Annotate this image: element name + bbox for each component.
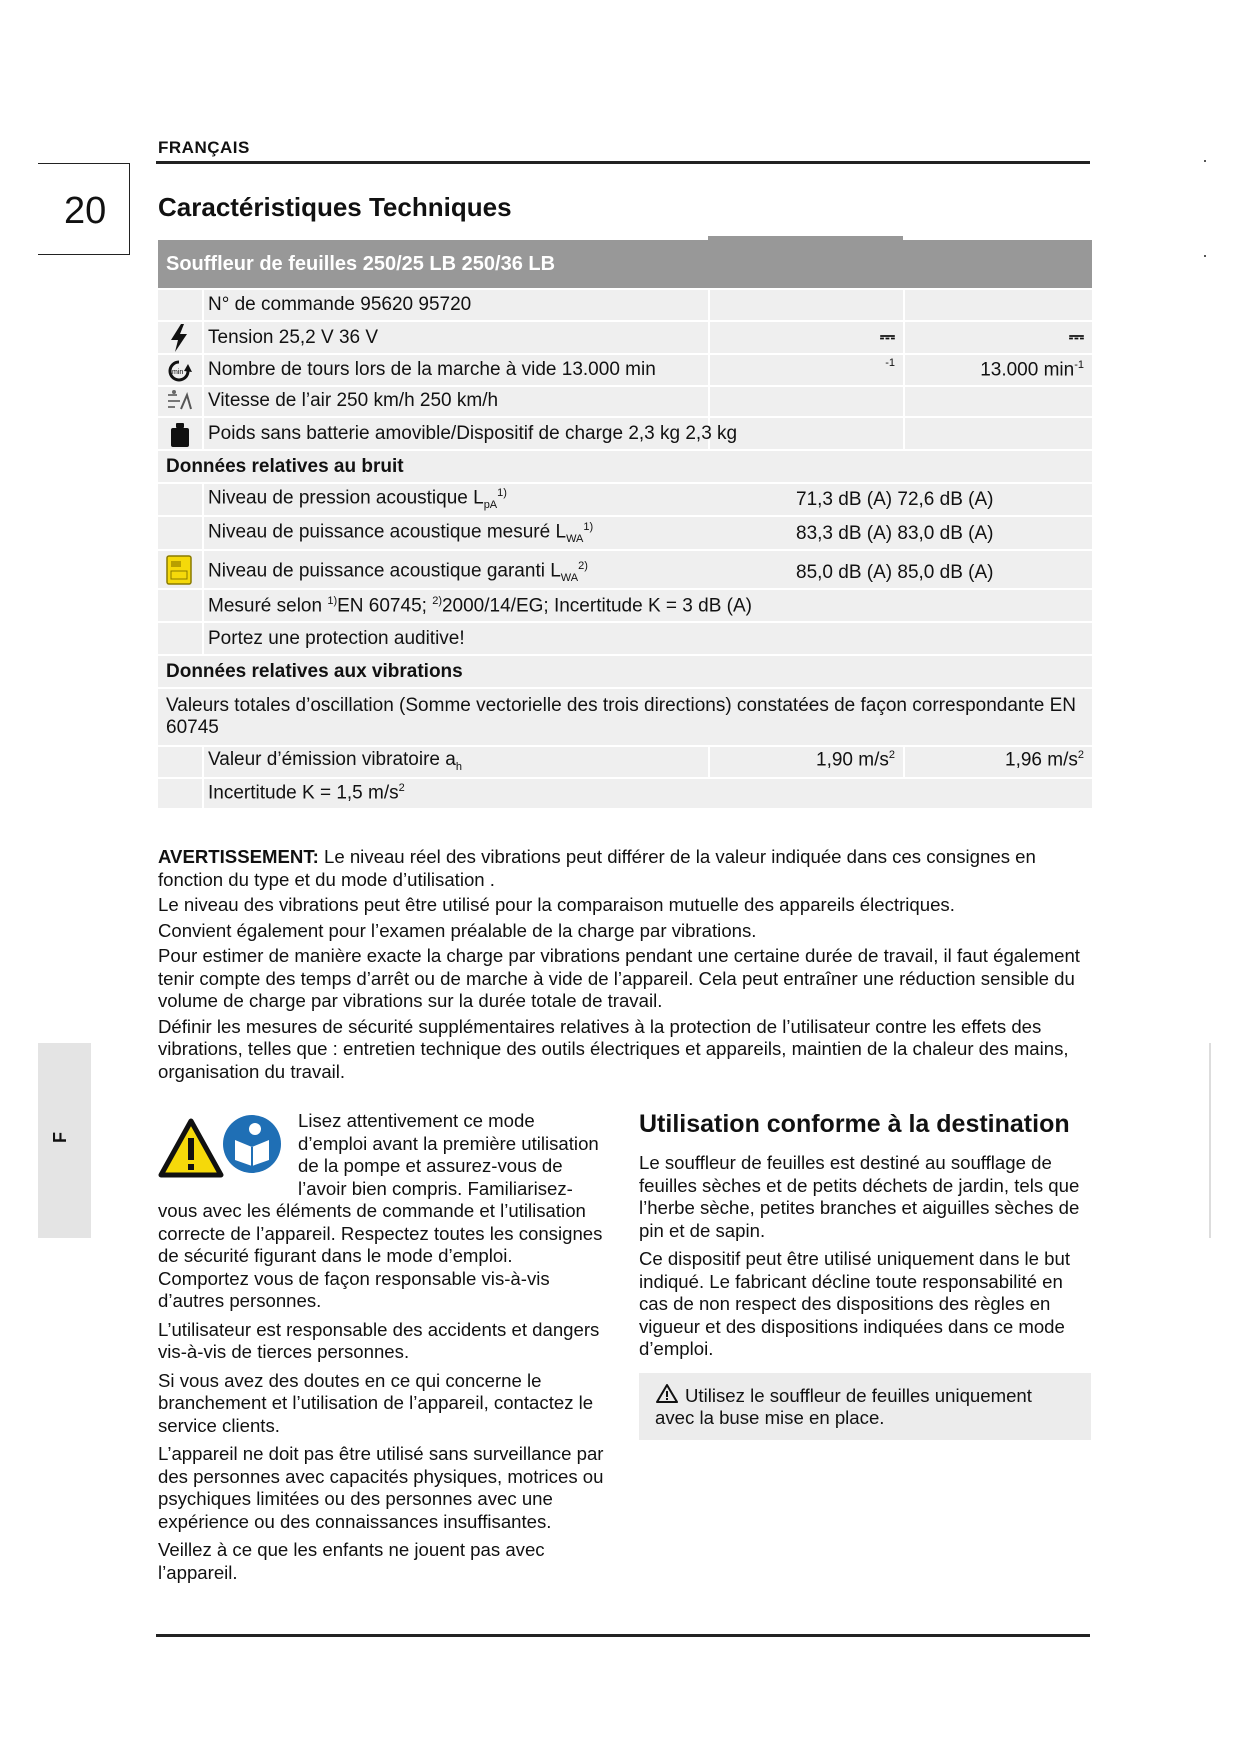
- table-row: Niveau de puissance acoustique mesuré $L_{WA}^{1)}$ 83,3 dB (A) 83,0 dB (A): [158, 515, 1092, 549]
- lightning-icon: [168, 324, 190, 352]
- idle-speed: Nombre de tours lors de la marche à vide 13.000 min: [208, 359, 656, 380]
- supervision-text: L’appareil ne doit pas être utilisé sans surveillance par des personnes avec capacités physiques, motrices ou psychiques limitées ou des personnes avec une expérience ou des connaissances insuffisantes.: [158, 1443, 604, 1532]
- weight: Poids sans batterie amovible/Dispositif de charge 2,3 kg 2,3 kg: [208, 423, 738, 444]
- dc-symbol: ⎓: [1068, 327, 1084, 348]
- table-row: Niveau de puissance acoustique garanti $L_{WA}^{2)}$ 85,0 dB (A) 85,0 dB (A): [158, 549, 1092, 588]
- weight-icon: [170, 423, 190, 447]
- intended-use-heading: Utilisation conforme à la destination: [639, 1110, 1070, 1138]
- sound-power-measured-label: Niveau de puissance acoustique mesuré L: [208, 521, 567, 543]
- header-divider: [156, 161, 1090, 164]
- warning-paragraph: Pour estimer de manière exacte la charge par vibrations pendant une certaine durée de travail, il faut également tenir compte des temps d’arrêt ou de marche à vide de l’appareil. Cela peut entraîner une réduction sensible du volume de charge par vibrations sur la durée totale de travail.: [158, 945, 1080, 1011]
- warning-triangle-icon: [158, 1118, 224, 1178]
- warning-paragraph: Le niveau des vibrations peut être utilisé pour la comparaison mutuelle des appareils électriques.: [158, 894, 955, 915]
- warning-label: AVERTISSEMENT:: [158, 846, 319, 867]
- liability-text: Ce dispositif peut être utilisé uniquement dans le but indiqué. Le fabricant décline toute responsabilité en cas de non respect des dispositions des règles en vigueur et des dispositions indiquées dans ce mode d’emploi.: [639, 1248, 1071, 1359]
- table-row: [158, 588, 1092, 621]
- table-row: [158, 621, 1092, 654]
- hearing-protection: Portez une protection auditive!: [208, 628, 465, 649]
- sound-pressure-values: 71,3 dB (A) 72,6 dB (A): [796, 489, 994, 510]
- safety-instructions: [158, 1110, 608, 1590]
- language-side-tab: [38, 1043, 91, 1238]
- idle-speed-value: 13.000 min: [980, 359, 1075, 380]
- warning-paragraph: Convient également pour l’examen préalable de la charge par vibrations.: [158, 919, 757, 941]
- vibration-section-title: Données relatives aux vibrations: [166, 661, 463, 682]
- measurement-standard: Mesuré selon $^{1)}$EN 60745; $^{2)}$2000/14/EG; Incertitude K = 3 dB (A): [208, 594, 752, 616]
- table-row: [158, 288, 1092, 320]
- right-margin-line: [1209, 1043, 1211, 1238]
- read-manual-icon: [222, 1114, 282, 1174]
- table-row: [158, 687, 1092, 745]
- table-row: [158, 353, 1092, 385]
- vibration-uncertainty: Incertitude K = 1,5 m/s: [208, 782, 399, 803]
- table-row: Incertitude K = 1,5 $m/s^2$: [158, 777, 1092, 808]
- noise-label-icon: [166, 555, 192, 585]
- table-row: [158, 449, 1092, 482]
- air-speed-icon: [165, 389, 195, 415]
- intended-use-text: Le souffleur de feuilles est destiné au soufflage de feuilles sèches et de petits déchets de jardin, tels que l’herbe sèche, petites branches et aiguilles sèches de pin et de sapin.: [639, 1152, 1080, 1241]
- section-title: Caractéristiques Techniques: [158, 192, 512, 222]
- vibration-value-1: 1,90 m/s: [816, 749, 889, 770]
- vibration-value-2: 1,96 m/s: [1005, 749, 1078, 770]
- unit-superscript: -1: [885, 357, 895, 369]
- product-name: Souffleur de feuilles 250/25 LB 250/36 LB: [166, 253, 556, 275]
- nozzle-note: [639, 1373, 1091, 1440]
- voltage: Tension 25,2 V 36 V: [208, 327, 379, 348]
- unit-superscript: -1: [1074, 358, 1084, 371]
- spec-table: [158, 240, 1092, 808]
- dc-symbol: ⎓: [879, 327, 895, 348]
- table-row: [158, 320, 1092, 353]
- vibration-emission-label: Valeur d’émission vibratoire a: [208, 749, 456, 771]
- order-number: N° de commande 95620 95720: [208, 294, 472, 315]
- nozzle-note-text: Utilisez le souffleur de feuilles uniquement avec la buse mise en place.: [655, 1384, 1032, 1428]
- table-row: [158, 416, 1092, 449]
- header-tab: [708, 236, 903, 240]
- read-manual-text: Lisez attentivement ce mode d’emploi avant la première utilisation de la pompe et assurez-vous de l’avoir bien compris. Familiarisez-vous avec les éléments de commande et l’utilisation correcte de l’appareil. Respectez toutes les consignes de sécurité figurant dans le mode d’emploi. Comportez vous de façon responsable vis-à-vis d’autres personnes.: [158, 1110, 603, 1311]
- sound-power-measured-values: 83,3 dB (A) 83,0 dB (A): [796, 523, 994, 544]
- customer-service-text: Si vous avez des doutes en ce qui concerne le branchement et l’utilisation de l’appareil, contactez le service clients.: [158, 1369, 594, 1436]
- noise-section-title: Données relatives au bruit: [166, 456, 404, 477]
- rpm-icon: [166, 358, 194, 384]
- vibration-warning: AVERTISSEMENT: Le niveau réel des vibrations peut différer de la valeur indiquée dans ces consignes en fonction du type et du mode d’utilisation . Le niveau des vibrations peut être utilisé pour la comparaison mutuelle des appareils électriques. Convient également pour l’examen préalable de la charge par vibrations. Pour estimer de manière exacte la charge par vibrations pendant une certaine durée de travail, il faut également tenir compte des temps d’arrêt ou de marche à vide de l’appareil. Cela peut entraîner une réduction sensible du volume de charge par vibrations sur la durée totale de travail. Définir les mesures de sécurité supplémentaires relatives à la protection de l’utilisateur contre les effets des vibrations, telles que : entretien technique des outils électriques et appareils, maintien de la chaleur des mains, organisation du travail.: [158, 846, 1088, 1086]
- children-text: Veillez à ce que les enfants ne jouent pas avec l’appareil.: [158, 1539, 545, 1583]
- air-speed: Vitesse de l’air 250 km/h 250 km/h: [208, 390, 499, 411]
- intended-use-section: [639, 1110, 1091, 1440]
- vibration-description: Valeurs totales d’oscillation (Somme vectorielle des trois directions) constatées de façon correspondante EN 60745: [166, 695, 1076, 738]
- margin-mark: [1204, 160, 1206, 162]
- table-row: [158, 385, 1092, 416]
- warning-paragraph: Définir les mesures de sécurité supplémentaires relatives à la protection de l’utilisateur contre les effets des vibrations, telles que : entretien technique des outils électriques et appareils, maintien de la chaleur des mains, organisation du travail.: [158, 1015, 1069, 1082]
- footer-divider: [156, 1634, 1090, 1637]
- margin-mark: [1204, 255, 1206, 257]
- warning-triangle-icon: [655, 1383, 679, 1404]
- responsibility-text: L’utilisateur est responsable des accidents et dangers vis-à-vis de tierces personnes.: [158, 1318, 600, 1362]
- table-row: Niveau de pression acoustique $L_{pA}^{1)}$ 71,3 dB (A) 72,6 dB (A): [158, 482, 1092, 515]
- page-number: 20: [64, 190, 107, 232]
- language-label: FRANÇAIS: [158, 138, 250, 157]
- sound-power-guaranteed-label: Niveau de puissance acoustique garanti L: [208, 560, 561, 582]
- side-tab-letter: F: [50, 1132, 70, 1143]
- sound-pressure-label: Niveau de pression acoustique L: [208, 487, 484, 509]
- table-row: Valeur d’émission vibratoire $a_h$ 1,90 $m/s^2$ 1,96 $m/s^2$: [158, 745, 1092, 777]
- spec-table-header: [158, 240, 1092, 288]
- svg-text:min: min: [172, 369, 184, 376]
- table-row: [158, 654, 1092, 687]
- sound-power-guaranteed-values: 85,0 dB (A) 85,0 dB (A): [796, 562, 994, 583]
